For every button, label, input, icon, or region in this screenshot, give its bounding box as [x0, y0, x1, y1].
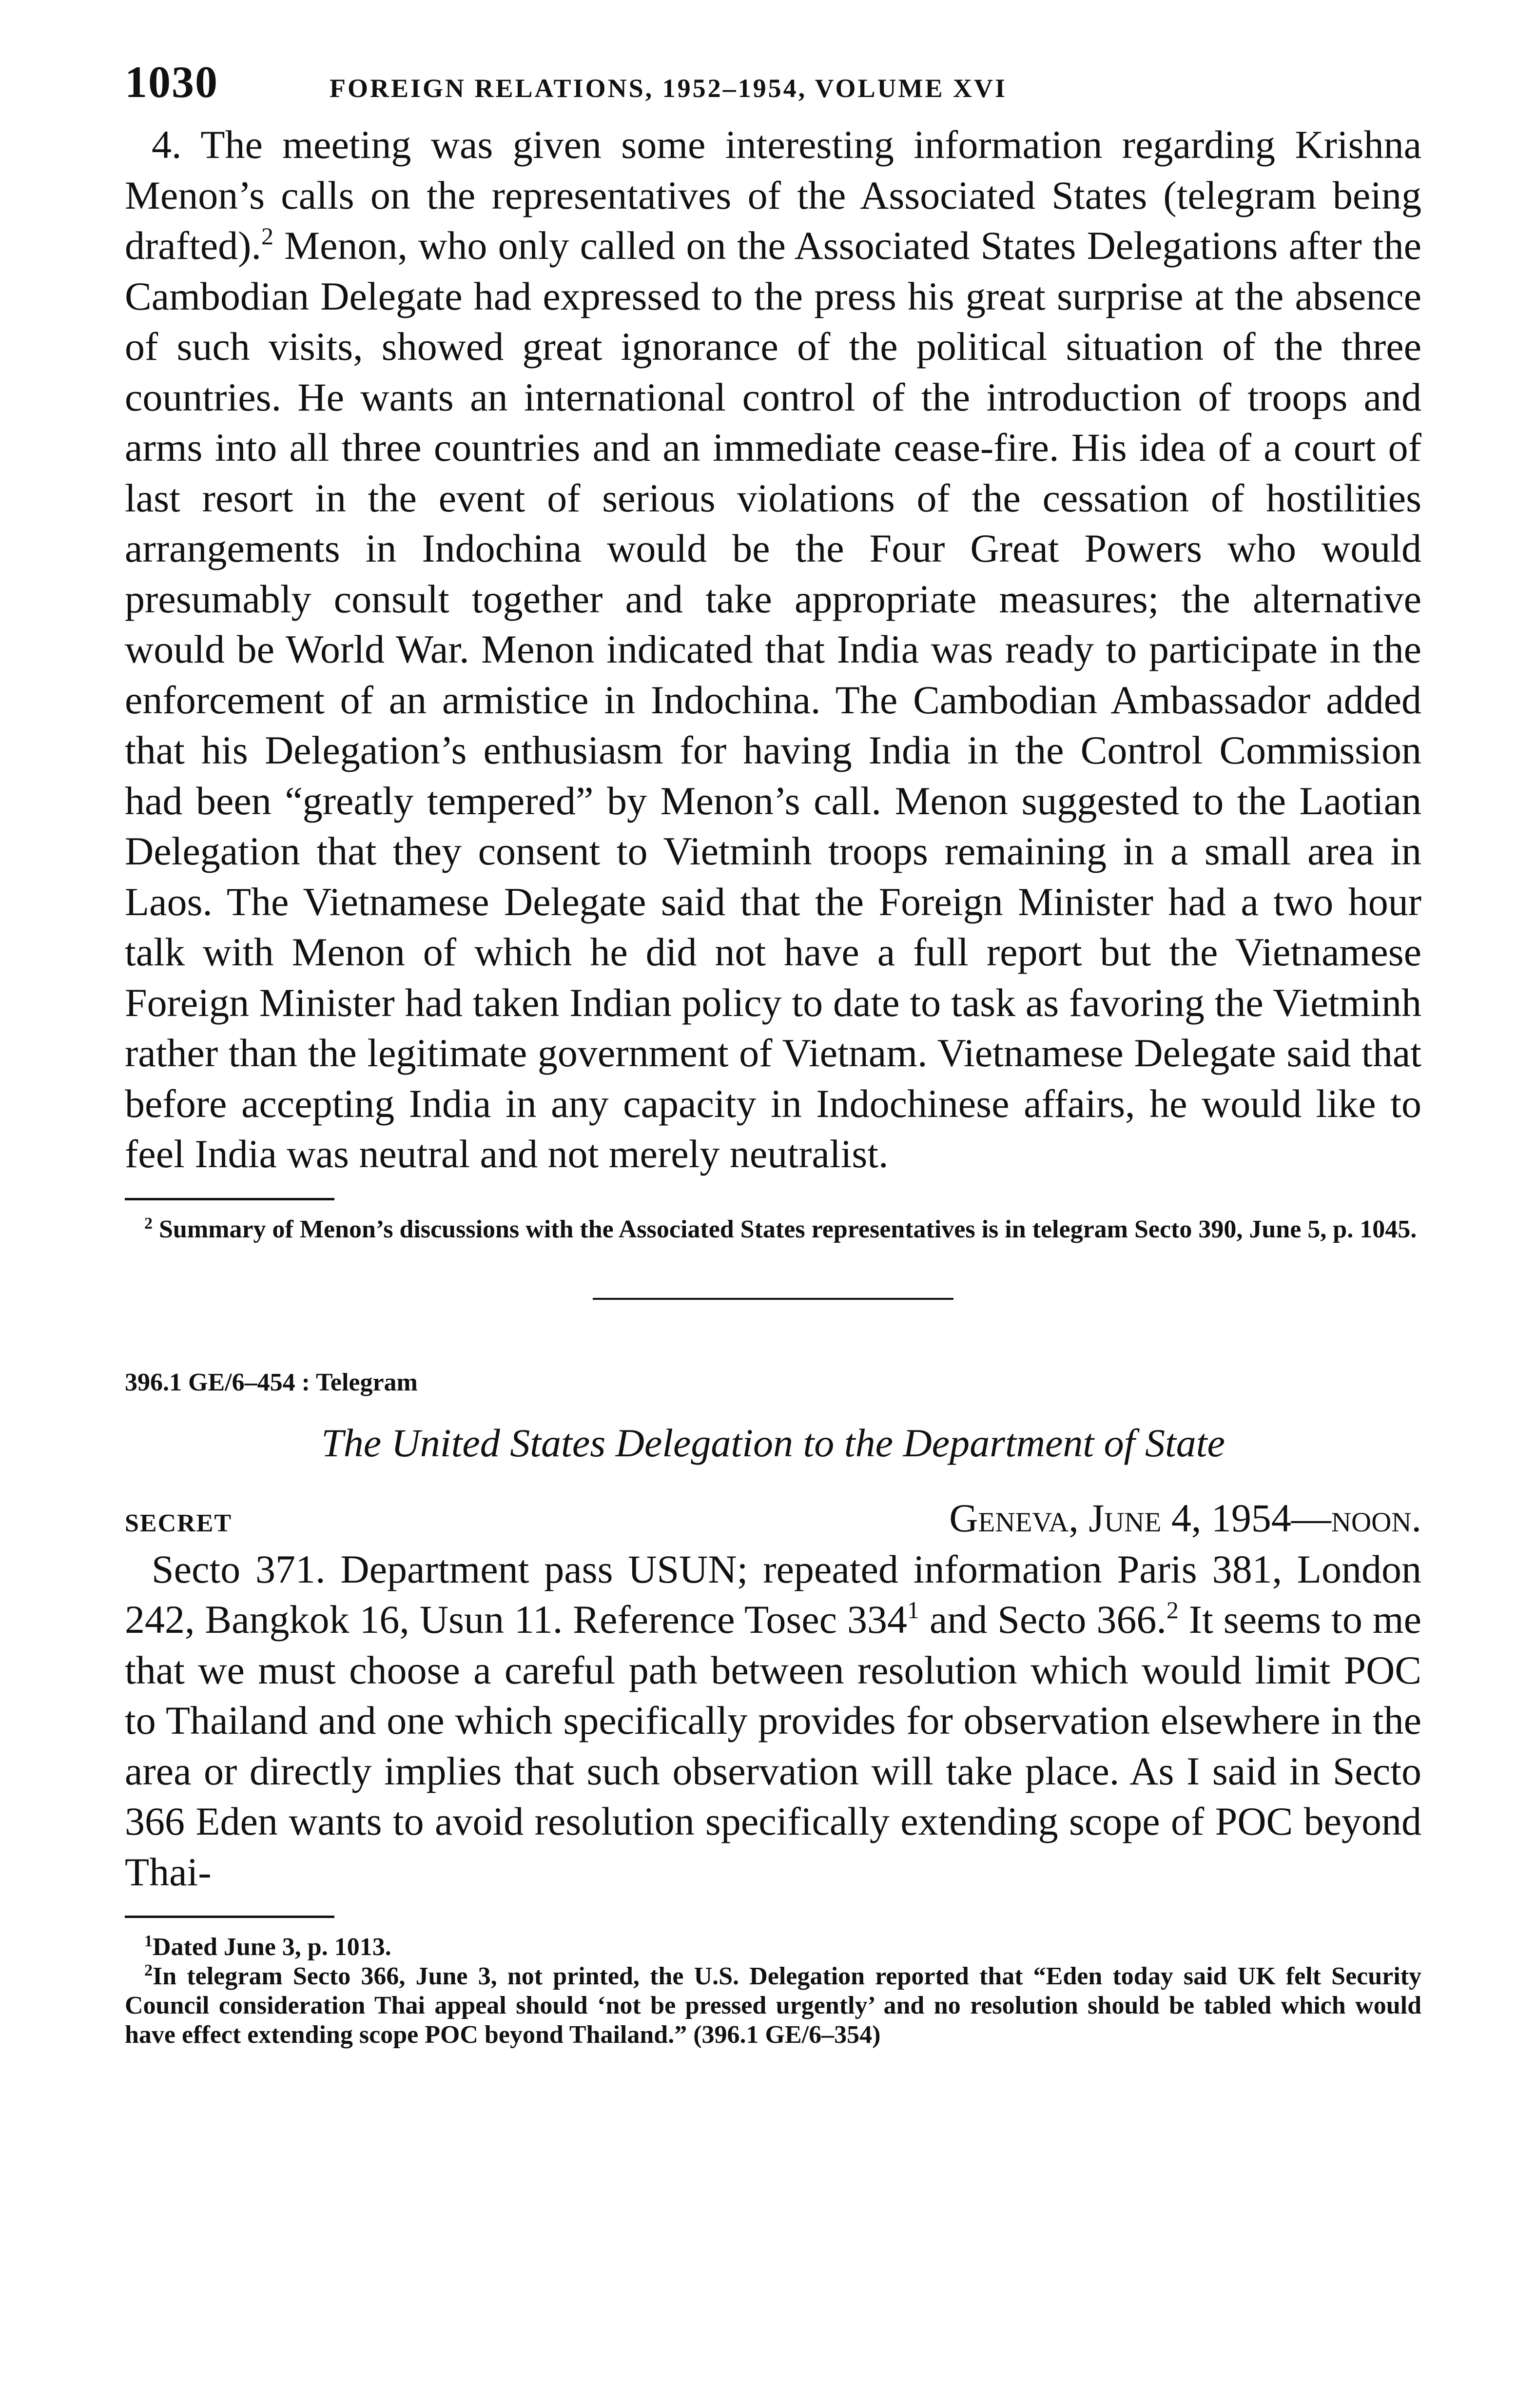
page-number: 1030 [125, 57, 218, 107]
footnote-divider [125, 1916, 334, 1918]
dateline: Geneva, June 4, 1954—noon. [949, 1495, 1421, 1540]
footnote-marker: 1 [144, 1932, 153, 1950]
document-meta [125, 1495, 1421, 1541]
telegram-body-text-a: Secto 371. Department pass USUN; repeated information Paris 381, London 242, Bangkok 16, Usun 11. Reference Tosec 334 [125, 1547, 1421, 1642]
footnote-2 [125, 1962, 1421, 2050]
document-title: The United States Delegation to the Department of State [321, 1420, 1225, 1465]
footnote-text: Summary of Menon’s discussions with the Associated States representatives is in telegram Secto 390, June 5, p. 1045. [159, 1215, 1417, 1243]
document-separator [593, 1298, 953, 1300]
footnote-marker: 2 [144, 1214, 153, 1233]
document-page [125, 56, 1421, 2050]
classification-label: SECRET [125, 1509, 233, 1537]
telegram-body [125, 1544, 1421, 1898]
footnote-marker: 2 [144, 1961, 153, 1979]
running-head: FOREIGN RELATIONS, 1952–1954, VOLUME XVI [330, 74, 1008, 103]
footnote-ref-1: 1 [907, 1596, 920, 1624]
footnote-text: Dated June 3, p. 1013. [153, 1933, 391, 1961]
footnote-ref-2: 2 [1166, 1596, 1179, 1624]
page-header [125, 56, 1421, 119]
paragraph-4-text-a: 4. The meeting was given some interesting information regarding Krishna Menon’s calls on the representatives of the Associated States (telegram being drafted). [125, 122, 1421, 268]
footnote-ref-2: 2 [261, 222, 273, 250]
footnote-divider [125, 1198, 334, 1200]
footnote-2 [125, 1215, 1421, 1244]
footnote-text: In telegram Secto 366, June 3, not printed, the U.S. Delegation reported that “Eden today said UK felt Security Council consideration Thai appeal should ‘not be pressed urgently’ and no resolution should be tabled which would have effect extending scope POC beyond Thailand.” (396.1 GE/6–354) [125, 1962, 1421, 2049]
telegram-body-text-c: It seems to me that we must choose a careful path between resolution which would limit POC to Thailand and one which specifically provides for observation elsewhere in the area or directly implies that such observation will take place. As I said in Secto 366 Eden wants to avoid resolution specifically extending scope of POC beyond Thai- [125, 1597, 1421, 1894]
paragraph-4-text-b: Menon, who only called on the Associated States Delegations after the Cambodian Delegate had expressed to the press his great surprise at the absence of such visits, showed great ignorance of the political situation of the three countries. He wants an international control of the introduction of troops and arms into all three countries and an immediate cease-fire. His idea of a court of last resort in the event of serious violations of the cessation of hostilities arrangements in Indochina would be the Four Great Powers who would presumably consult together and take appropriate measures; the alternative would be World War. Menon indicated that India was ready to participate in the enforcement of an armistice in Indochina. The Cambodian Ambassador added that his Delegation’s enthusiasm for having India in the Control Commission had been “greatly tempered” by Menon’s call. Menon suggested to the Laotian Delegation that they consent to Vietminh troops remaining in a small area in Laos. The Vietnamese Delegate said that the Foreign Minister had a two hour talk with Menon of which he did not have a full report but the Vietnamese Foreign Minister had taken Indian policy to date to task as favoring the Vietminh rather than the legitimate government of Vietnam. Vietnamese Delegate said that before accepting India in any capacity in Indochinese affairs, he would like to feel India was neutral and not merely neutralist. [125, 223, 1421, 1176]
paragraph-4 [125, 119, 1421, 1179]
telegram-body-text-b: and Secto 366. [919, 1597, 1167, 1642]
file-reference: 396.1 GE/6–454 : Telegram [125, 1368, 418, 1396]
footnote-1 [125, 1933, 1421, 1962]
